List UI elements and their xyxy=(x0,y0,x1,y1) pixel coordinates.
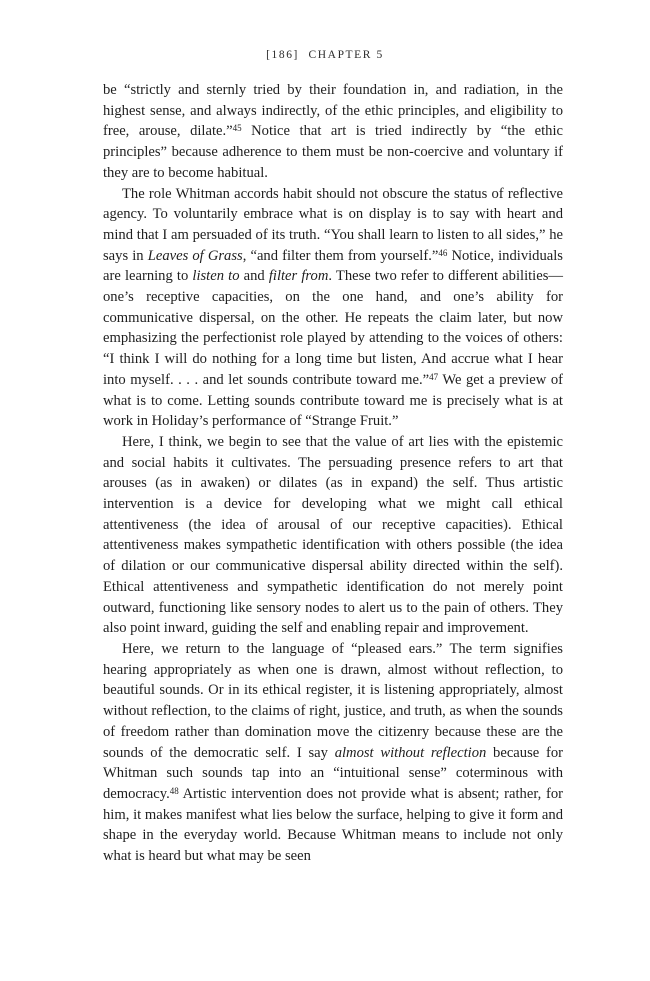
body-text xyxy=(103,80,563,867)
footnote-marker: 45 xyxy=(232,123,242,134)
text-run: Notice that art is tried indirectly by “the ethic principles” because adherence to them must be non-coercive and voluntary if they are to become habitual. xyxy=(103,123,563,181)
text-run: Artistic intervention does not provide what is absent; rather, for him, it makes manifest what lies below the surface, helping to give it form and shape in the everyday world. Because Whitman means to include not only what is heard but what may be seen xyxy=(103,785,563,865)
page-number: [186] xyxy=(266,49,299,61)
paragraph xyxy=(103,184,563,432)
text-run: Here, I think, we begin to see that the value of art lies with the epistemic and social habits it cultivates. The persuading presence refers to art that arouses (as in awaken) or dilates (as in expand) the self. Thus artistic intervention is a device for developing what we might call ethical attentiveness (the idea of arousal of our receptive capacities). Ethical attentiveness makes sympathetic identification with others possible (the idea of dilation or our communicative dispersal ability directed within the self). Ethical attentiveness and sympathetic identification do not merely point outward, functioning like sensory nodes to alert us to the pain of others. They also point inward, guiding the self and enabling repair and improvement. xyxy=(103,433,563,637)
chapter-label: CHAPTER 5 xyxy=(308,49,384,61)
footnote-marker: 47 xyxy=(429,371,439,382)
text-run: Here, we return to the language of “pleased ears.” The term signifies hearing appropriately as when one is drawn, almost without reflection, to beautiful sounds. Or in its ethical register, it is listening appropriately, almost without reflection, to the claims of right, justice, and truth, as when the sounds of freedom rather than domination move the citizenry because these are the sounds of the democratic self. I say xyxy=(103,640,563,761)
italic-text: Leaves of Grass xyxy=(147,247,243,264)
footnote-marker: 48 xyxy=(169,785,179,796)
running-header xyxy=(0,49,650,61)
paragraph xyxy=(103,80,563,184)
italic-text: almost without reflection xyxy=(334,744,487,761)
text-run: be “strictly and sternly tried by their foundation in, and radiation, in the highest sense, and always indirectly, of the ethic principles, and eligibility to free, arouse, dilate.” xyxy=(103,82,563,140)
italic-text: filter from xyxy=(268,268,329,285)
paragraph xyxy=(103,432,563,639)
paragraph xyxy=(103,639,563,867)
text-run: We get a preview of what is to come. Letting sounds contribute toward me is precisely what is at work in Holiday’s performance of “Strange Fruit.” xyxy=(103,371,563,430)
footnote-marker: 46 xyxy=(438,247,448,258)
text-run: because for Whitman such sounds tap into an “intuitional sense” coterminous with democracy. xyxy=(103,744,564,802)
text-run: Notice, individuals are learning to xyxy=(103,247,563,285)
text-run: and xyxy=(239,268,269,285)
italic-text: listen to xyxy=(192,268,240,285)
text-run: , “and filter them from yourself.” xyxy=(242,247,439,264)
text-run: The role Whitman accords habit should not obscure the status of reflective agency. To voluntarily embrace what is on display is to say with heart and mind that I am persuaded of its truth. “You shall learn to listen to all sides,” he says in xyxy=(103,185,563,264)
text-run: . These two refer to different abilities—one’s receptive capacities, on the one hand, and one’s ability for communicative dispersal, on the other. He repeats the claim later, but now emphasizing the perfectionist role played by attending to the voices of others: “I think I will do nothing for a long time but listen, And accrue what I hear into myself. . . . and let sounds contribute toward me.” xyxy=(103,268,563,388)
